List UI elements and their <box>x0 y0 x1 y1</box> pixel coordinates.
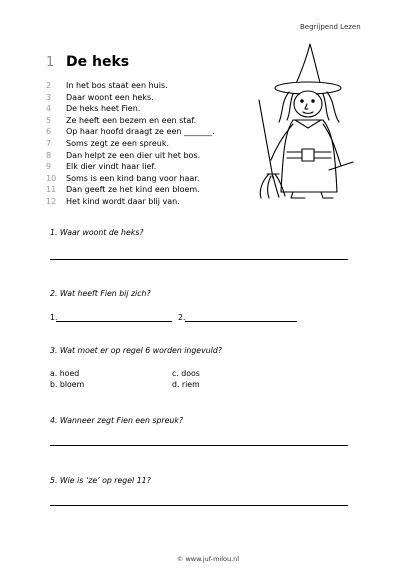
option-a[interactable]: a. hoed <box>50 369 80 378</box>
line-text: Het kind wordt daar blij van. <box>66 196 180 206</box>
header-label: Begrijpend Lezen <box>300 23 361 31</box>
story-line <box>46 173 215 185</box>
line-number: 2 <box>46 81 52 90</box>
witch-illustration <box>255 42 355 200</box>
option-b[interactable]: b. bloem <box>50 380 85 389</box>
line-text: In het bos staat een huis. <box>66 81 168 90</box>
line-text: Elk dier vindt haar lief. <box>66 162 157 172</box>
line-number: 6 <box>46 127 52 137</box>
answer-2-label-2: 2. <box>178 313 186 322</box>
story-line <box>46 115 215 127</box>
question-2: 2. Wat heeft Fien bij zich? <box>50 289 151 298</box>
answer-line-4[interactable] <box>50 445 348 446</box>
line-number: 4 <box>46 104 52 114</box>
page-title: De heks <box>66 54 130 70</box>
answer-line-1[interactable] <box>50 259 348 260</box>
line-text: Ze heeft een bezem en een staf. <box>66 115 197 125</box>
story-line <box>46 184 215 196</box>
line-number: 7 <box>46 138 52 148</box>
line-number: 9 <box>46 162 52 172</box>
question-5: 5. Wie is ‘ze’ op regel 11? <box>50 476 151 485</box>
line-text: De heks heet Fien. <box>66 104 141 114</box>
line-number: 8 <box>46 150 52 160</box>
line-number: 11 <box>46 185 57 195</box>
line-text: Soms is een kind bang voor haar. <box>66 173 200 183</box>
answer-line-2a[interactable] <box>56 321 172 322</box>
line-text: Op haar hoofd draagt ze een _______. <box>66 127 215 137</box>
question-3: 3. Wat moet er op regel 6 worden ingevuld? <box>50 346 222 355</box>
line-text: Dan geeft ze het kind een bloem. <box>66 185 200 195</box>
line-number: 10 <box>46 173 57 183</box>
title-line-number: 1 <box>46 55 55 70</box>
line-number: 3 <box>46 92 52 102</box>
story-line <box>46 161 215 173</box>
story-line <box>46 196 215 208</box>
line-text: Soms zegt ze een spreuk. <box>66 138 170 148</box>
answer-line-2b[interactable] <box>185 321 297 322</box>
story-line <box>46 80 215 92</box>
story-line <box>46 103 215 115</box>
footer-url: © www.juf-milou.nl <box>176 555 240 563</box>
question-4: 4. Wanneer zegt Fien een spreuk? <box>50 416 184 425</box>
story-lines <box>46 80 215 208</box>
question-1: 1. Waar woont de heks? <box>50 228 144 237</box>
story-line <box>46 92 215 104</box>
story-line <box>46 138 215 150</box>
answer-2-label-1: 1. <box>50 313 58 322</box>
line-number: 12 <box>46 196 57 206</box>
line-text: Daar woont een heks. <box>66 92 154 102</box>
answer-line-5[interactable] <box>50 505 348 506</box>
line-number: 5 <box>46 115 52 125</box>
story-line <box>46 150 215 162</box>
story-line <box>46 126 215 138</box>
line-text: Dan helpt ze een dier uit het bos. <box>66 150 201 160</box>
option-d[interactable]: d. riem <box>172 380 200 389</box>
option-c[interactable]: c. doos <box>172 369 200 378</box>
